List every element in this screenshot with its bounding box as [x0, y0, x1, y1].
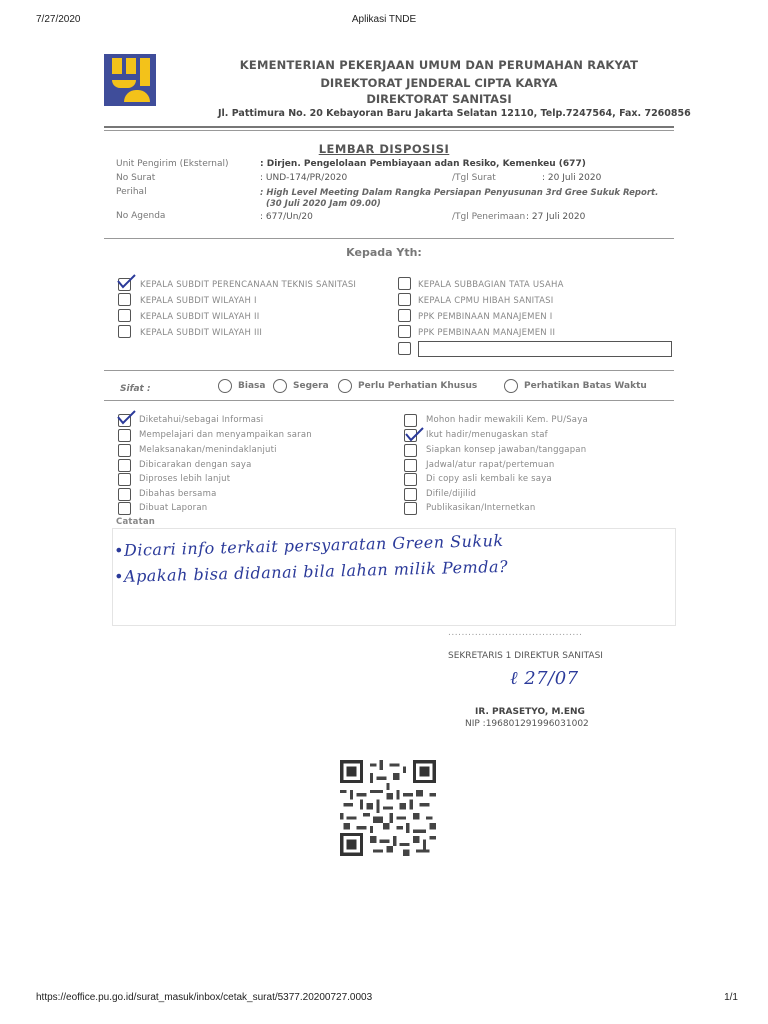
action-checkbox-laporan[interactable] [118, 502, 131, 515]
action-checkbox-dibahas[interactable] [118, 488, 131, 501]
recipient-checkbox-other[interactable] [398, 342, 411, 355]
action-checkbox-jadwal[interactable] [404, 459, 417, 472]
letterhead-divider [104, 126, 674, 128]
recipient-checkbox-wilayah-3[interactable] [118, 325, 131, 338]
nature-option: Biasa [238, 381, 266, 391]
action-label: Difile/dijilid [426, 489, 477, 499]
recipient-label: KEPALA SUBBAGIAN TATA USAHA [418, 280, 564, 290]
recipient-checkbox-wilayah-1[interactable] [118, 293, 131, 306]
nature-radio-biasa[interactable] [218, 379, 232, 393]
signature-position: SEKRETARIS 1 DIREKTUR SANITASI [448, 651, 603, 661]
sender-value: : Dirjen. Pengelolaan Pembiayaan adan Resiko, Kemenkeu (677) [260, 159, 586, 169]
action-label: Dibicarakan dengan saya [139, 460, 252, 470]
nature-radio-perlu-perhatian[interactable] [338, 379, 352, 393]
sender-label: Unit Pengirim (Eksternal) [116, 159, 229, 169]
nature-label: Sifat : [120, 384, 151, 394]
nature-divider [104, 370, 674, 371]
action-label: Mohon hadir mewakili Kem. PU/Saya [426, 415, 588, 425]
recipient-checkbox-tata-usaha[interactable] [398, 277, 411, 290]
agenda-label: No Agenda [116, 211, 166, 221]
received-date-label: /Tgl Penerimaan [452, 212, 526, 222]
subject-value-line2: (30 Juli 2020 Jam 09.00) [266, 199, 381, 209]
subject-value-line1: : High Level Meeting Dalam Rangka Persiapan Penyusunan 3rd Gree Sukuk Report. [260, 188, 659, 198]
checkmark-icon [402, 424, 426, 444]
nature-option: Perhatikan Batas Waktu [524, 381, 647, 391]
recipient-label: KEPALA SUBDIT WILAYAH I [140, 296, 257, 306]
recipient-label: PPK PEMBINAAN MANAJEMEN II [418, 328, 556, 338]
checkmark-icon [114, 408, 138, 428]
action-label: Dibahas bersama [139, 489, 217, 499]
recipient-label: KEPALA SUBDIT WILAYAH II [140, 312, 260, 322]
recipient-other-input[interactable] [418, 341, 672, 357]
print-page-number: 1/1 [724, 992, 738, 1003]
recipient-checkbox-cpmu[interactable] [398, 293, 411, 306]
recipients-divider [104, 238, 674, 239]
signature-dots: ........................................ [448, 628, 583, 638]
recipient-checkbox-wilayah-2[interactable] [118, 309, 131, 322]
signatory-name: IR. PRASETYO, M.ENG [475, 707, 585, 717]
directorate-general-name: DIREKTORAT JENDERAL CIPTA KARYA [320, 76, 558, 90]
checkmark-icon [114, 272, 138, 292]
nature-radio-batas-waktu[interactable] [504, 379, 518, 393]
received-date-value: : 27 Juli 2020 [526, 212, 586, 222]
recipient-label: KEPALA SUBDIT PERENCANAAN TEKNIS SANITASI [140, 280, 357, 290]
print-url: https://eoffice.pu.go.id/surat_masuk/inbox/cetak_surat/5377.20200727.0003 [36, 992, 373, 1003]
action-checkbox-dibicarakan[interactable] [118, 459, 131, 472]
handwritten-note: •Apakah bisa didanai bila lahan milik Pemda? [113, 556, 509, 587]
agenda-value: : 677/Un/20 [260, 212, 313, 222]
action-checkbox-siapkan-konsep[interactable] [404, 444, 417, 457]
recipient-checkbox-ppk-1[interactable] [398, 309, 411, 322]
recipient-checkbox-ppk-2[interactable] [398, 325, 411, 338]
action-label: Jadwal/atur rapat/pertemuan [426, 460, 555, 470]
letter-no-label: No Surat [116, 173, 156, 183]
recipient-label: PPK PEMBINAAN MANAJEMEN I [418, 312, 553, 322]
action-checkbox-copy-asli[interactable] [404, 473, 417, 486]
directorate-name: DIREKTORAT SANITASI [366, 92, 512, 106]
signature-mark: ℓ 27/07 [510, 668, 579, 689]
action-label: Publikasikan/Internetkan [426, 503, 536, 513]
action-label: Siapkan konsep jawaban/tanggapan [426, 445, 587, 455]
handwritten-note: •Dicari info terkait persyaratan Green Sukuk [113, 530, 504, 561]
form-title: LEMBAR DISPOSISI [318, 142, 450, 156]
action-checkbox-diproses[interactable] [118, 473, 131, 486]
action-label: Mempelajari dan menyampaikan saran [139, 430, 312, 440]
actions-divider [104, 400, 674, 401]
print-date: 7/27/2020 [36, 14, 81, 25]
letter-date-label: /Tgl Surat [452, 173, 496, 183]
nature-radio-segera[interactable] [273, 379, 287, 393]
recipients-title: Kepada Yth: [346, 246, 422, 259]
recipient-label: KEPALA SUBDIT WILAYAH III [140, 328, 263, 338]
letterhead-divider-thin [104, 130, 674, 131]
recipient-label: KEPALA CPMU HIBAH SANITASI [418, 296, 554, 306]
nature-option: Perlu Perhatian Khusus [358, 381, 478, 391]
action-label: Diketahui/sebagai Informasi [139, 415, 264, 425]
qr-code-icon [340, 760, 436, 856]
ministry-name: KEMENTERIAN PEKERJAAN UMUM DAN PERUMAHAN RAKYAT [239, 58, 639, 72]
action-label: Diproses lebih lanjut [139, 474, 231, 484]
letter-date-value: : 20 Juli 2020 [542, 173, 602, 183]
action-label: Di copy asli kembali ke saya [426, 474, 552, 484]
print-title: Aplikasi TNDE [351, 14, 417, 25]
action-checkbox-publikasikan[interactable] [404, 502, 417, 515]
action-label: Ikut hadir/menugaskan staf [426, 430, 548, 440]
action-label: Dibuat Laporan [139, 503, 208, 513]
signatory-nip: NIP :196801291996031002 [465, 719, 589, 729]
letterhead-address: Jl. Pattimura No. 20 Kebayoran Baru Jakarta Selatan 12110, Telp.7247564, Fax. 7260856 [218, 108, 691, 119]
nature-option: Segera [293, 381, 329, 391]
action-label: Melaksanakan/menindaklanjuti [139, 445, 277, 455]
letter-no-value: : UND-174/PR/2020 [260, 173, 348, 183]
notes-label: Catatan [116, 517, 156, 527]
subject-label: Perihal [116, 187, 147, 197]
action-checkbox-melaksanakan[interactable] [118, 444, 131, 457]
action-checkbox-difile[interactable] [404, 488, 417, 501]
action-checkbox-mempelajari[interactable] [118, 429, 131, 442]
